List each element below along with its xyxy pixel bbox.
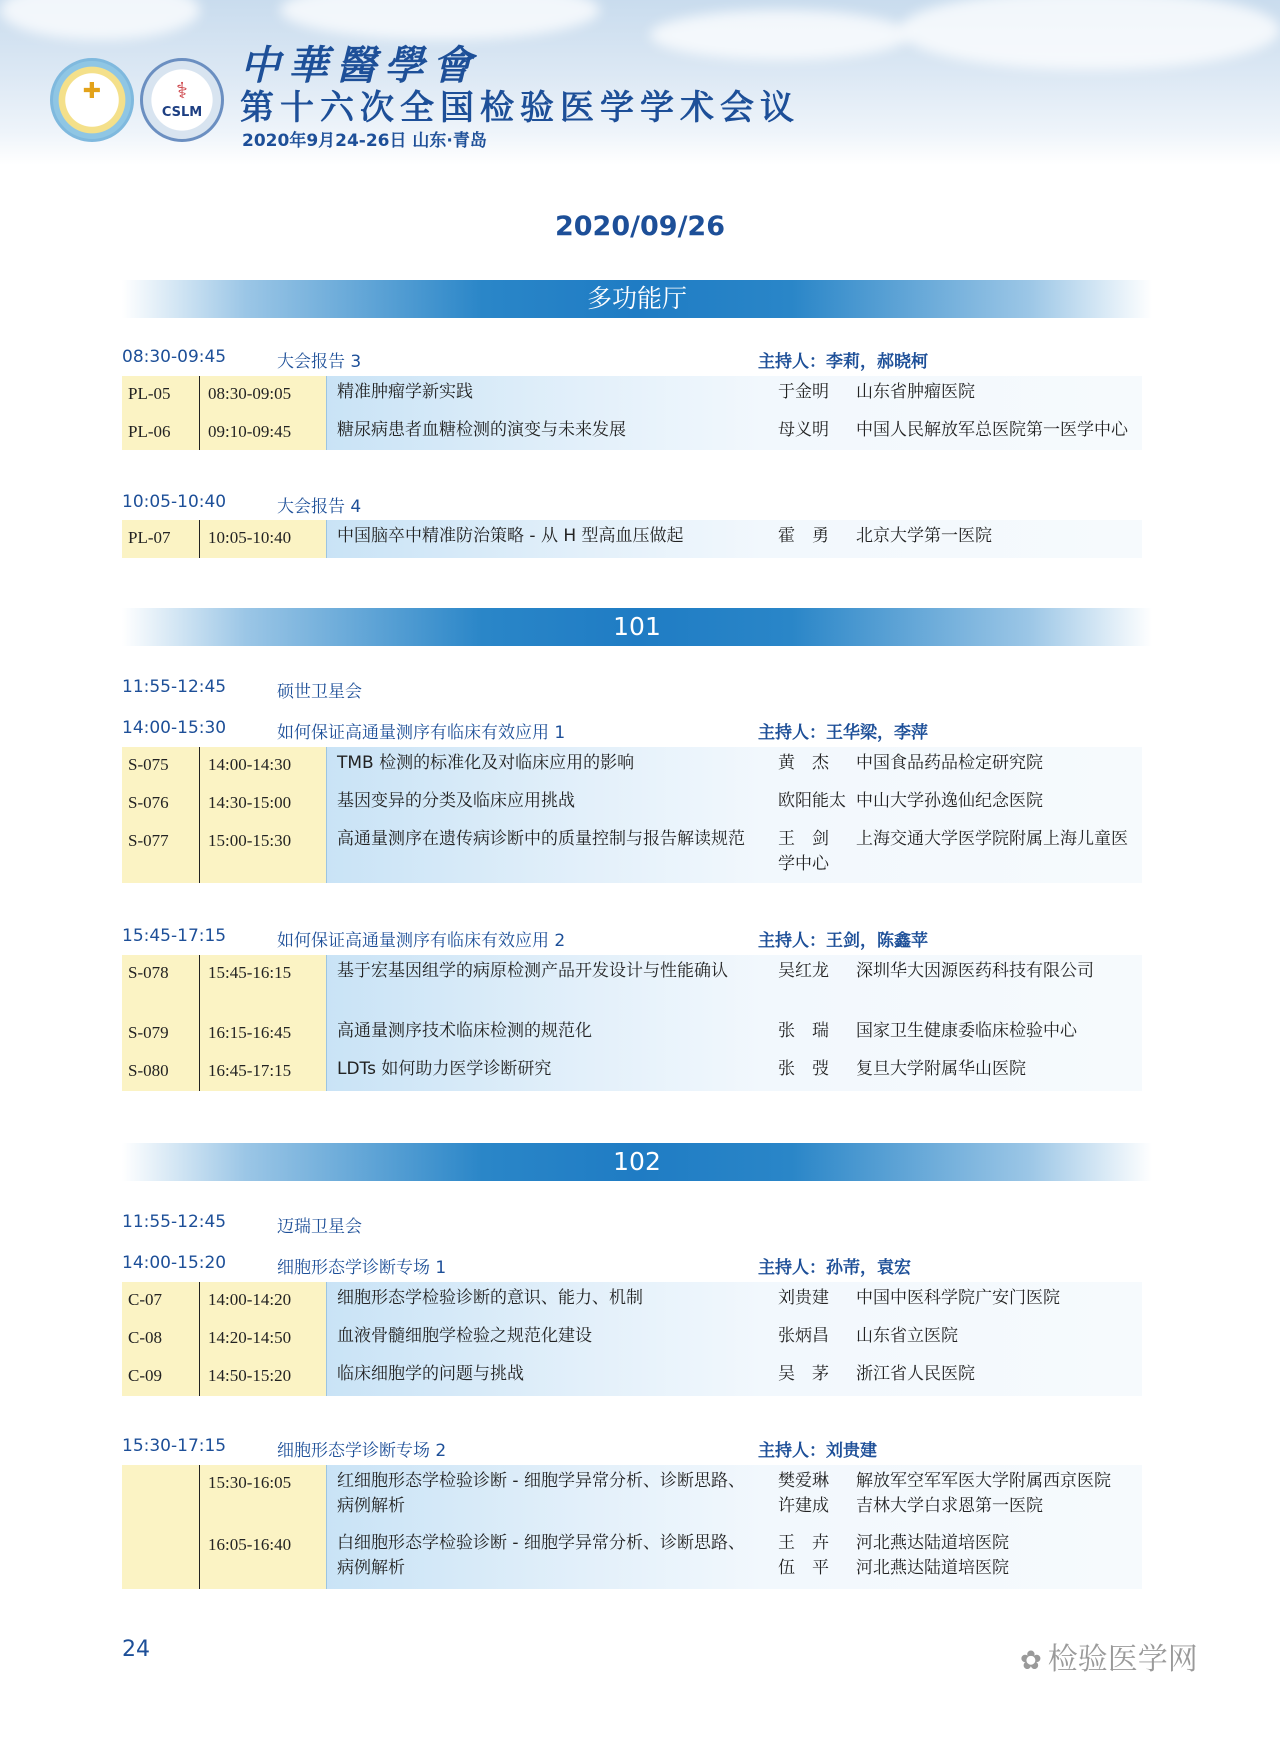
table-row xyxy=(122,376,1142,414)
talk-time: 16:45-17:15 xyxy=(200,1053,326,1091)
session-chair: 主持人：王华梁，李萍 xyxy=(758,723,928,743)
talk-speaker: 欧阳能太 中山大学孙逸仙纪念医院 xyxy=(766,785,1142,823)
session-header xyxy=(122,347,1142,371)
talk-time: 16:15-16:45 xyxy=(200,1015,326,1053)
hall-header-duogongneng: 多功能厅 xyxy=(122,280,1152,318)
session-name: 如何保证高通量测序有临床有效应用 2 xyxy=(277,931,566,951)
talk-code: C-08 xyxy=(122,1320,200,1358)
talk-time: 09:10-09:45 xyxy=(200,414,326,450)
session-name: 迈瑞卫星会 xyxy=(277,1217,362,1237)
session-time: 11:55-12:45 xyxy=(122,1212,227,1232)
talk-title: 基因变异的分类及临床应用挑战 xyxy=(326,785,766,823)
table-row xyxy=(122,1282,1142,1320)
table-row xyxy=(122,1465,1142,1527)
session-time: 10:05-10:40 xyxy=(122,492,227,512)
cloud-decoration xyxy=(0,0,200,40)
organization-name: 中華醫學會 xyxy=(240,42,480,89)
talk-title: TMB 检测的标准化及对临床应用的影响 xyxy=(326,747,766,785)
session-header xyxy=(122,492,1142,516)
talk-time: 14:00-14:30 xyxy=(200,747,326,785)
table-row xyxy=(122,520,1142,558)
talk-time: 14:50-15:20 xyxy=(200,1358,326,1396)
session-name: 如何保证高通量测序有临床有效应用 1 xyxy=(277,723,566,743)
table-row xyxy=(122,414,1142,450)
session-time: 14:00-15:20 xyxy=(122,1253,227,1273)
talk-code: C-07 xyxy=(122,1282,200,1320)
talk-code xyxy=(122,1527,200,1589)
session-name: 大会报告 4 xyxy=(277,497,362,517)
talk-code: S-080 xyxy=(122,1053,200,1091)
session-time: 08:30-09:45 xyxy=(122,347,227,367)
table-row xyxy=(122,785,1142,823)
talk-speaker: 霍 勇 北京大学第一医院 xyxy=(766,520,1142,558)
talk-code: S-077 xyxy=(122,823,200,883)
watermark: ✿ 检验医学网 xyxy=(1020,1642,1198,1677)
talk-time: 14:30-15:00 xyxy=(200,785,326,823)
talk-speaker: 吴 茅 浙江省人民医院 xyxy=(766,1358,1142,1396)
talk-code: PL-07 xyxy=(122,520,200,558)
table-row xyxy=(122,1320,1142,1358)
page-date-title: 2020/09/26 xyxy=(554,211,725,242)
talk-code: C-09 xyxy=(122,1358,200,1396)
talk-code: S-075 xyxy=(122,747,200,785)
session-header xyxy=(122,677,1142,701)
talk-speaker: 王 剑 上海交通大学医学院附属上海儿童医学中心 xyxy=(766,823,1142,883)
talk-title: 血液骨髓细胞学检验之规范化建设 xyxy=(326,1320,766,1358)
table-row xyxy=(122,1358,1142,1396)
session-chair: 主持人：王剑，陈鑫苹 xyxy=(758,931,928,951)
talk-title: LDTs 如何助力医学诊断研究 xyxy=(326,1053,766,1091)
conference-title: 第十六次全国检验医学学术会议 xyxy=(240,88,800,128)
session-header xyxy=(122,718,1142,742)
table-row xyxy=(122,1053,1142,1091)
talk-speakers: 王 卉 河北燕达陆道培医院 伍 平 河北燕达陆道培医院 xyxy=(766,1527,1142,1589)
talk-speaker: 黄 杰 中国食品药品检定研究院 xyxy=(766,747,1142,785)
talk-speakers: 樊爱琳 解放军空军军医大学附属西京医院 许建成 吉林大学白求恩第一医院 xyxy=(766,1465,1142,1527)
session-name: 硕世卫星会 xyxy=(277,682,362,702)
table-row xyxy=(122,823,1142,883)
table-row xyxy=(122,1015,1142,1053)
talk-time: 15:30-16:05 xyxy=(200,1465,326,1527)
hall-header-101: 101 xyxy=(122,608,1152,646)
wechat-icon: ✿ xyxy=(1020,1646,1042,1676)
cloud-decoration xyxy=(650,10,910,60)
table-row xyxy=(122,747,1142,785)
talk-title: 基于宏基因组学的病原检测产品开发设计与性能确认 xyxy=(326,955,766,1015)
session-time: 15:45-17:15 xyxy=(122,926,227,946)
talk-time: 14:20-14:50 xyxy=(200,1320,326,1358)
session-header xyxy=(122,926,1142,950)
talk-code xyxy=(122,1465,200,1527)
session-name: 细胞形态学诊断专场 1 xyxy=(277,1258,447,1278)
talk-time: 15:45-16:15 xyxy=(200,955,326,1015)
talk-speaker: 张炳昌 山东省立医院 xyxy=(766,1320,1142,1358)
hall-header-102: 102 xyxy=(122,1143,1152,1181)
cslm-logo-icon: ⚕ CSLM xyxy=(140,58,224,142)
talk-title: 白细胞形态学检验诊断 - 细胞学异常分析、诊断思路、病例解析 xyxy=(326,1527,766,1589)
talk-time: 16:05-16:40 xyxy=(200,1527,326,1589)
talk-time: 08:30-09:05 xyxy=(200,376,326,414)
talk-code: PL-05 xyxy=(122,376,200,414)
talk-title: 精准肿瘤学新实践 xyxy=(326,376,766,414)
talk-title: 细胞形态学检验诊断的意识、能力、机制 xyxy=(326,1282,766,1320)
talk-time: 10:05-10:40 xyxy=(200,520,326,558)
conference-dates: 2020年9月24-26日 山东·青岛 xyxy=(242,131,487,151)
session-chair: 主持人：刘贵建 xyxy=(758,1441,877,1461)
talk-title: 红细胞形态学检验诊断 - 细胞学异常分析、诊断思路、病例解析 xyxy=(326,1465,766,1527)
session-name: 细胞形态学诊断专场 2 xyxy=(277,1441,447,1461)
cma-logo-icon: ✚ xyxy=(50,58,134,142)
talk-code: S-078 xyxy=(122,955,200,1015)
session-name: 大会报告 3 xyxy=(277,352,362,372)
session-header xyxy=(122,1212,1142,1236)
talk-title: 中国脑卒中精准防治策略 - 从 H 型高血压做起 xyxy=(326,520,766,558)
talk-title: 高通量测序技术临床检测的规范化 xyxy=(326,1015,766,1053)
talk-speaker: 吴红龙 深圳华大因源医药科技有限公司 xyxy=(766,955,1142,1015)
session-chair: 主持人：李莉，郝晓柯 xyxy=(758,352,928,372)
session-time: 11:55-12:45 xyxy=(122,677,227,697)
table-row xyxy=(122,1527,1142,1589)
talk-code: S-079 xyxy=(122,1015,200,1053)
session-header xyxy=(122,1253,1142,1277)
talk-speaker: 刘贵建 中国中医科学院广安门医院 xyxy=(766,1282,1142,1320)
page-number: 24 xyxy=(122,1637,150,1662)
talk-speaker: 张 瑞 国家卫生健康委临床检验中心 xyxy=(766,1015,1142,1053)
conference-banner xyxy=(0,0,1280,165)
talk-speaker: 母义明 中国人民解放军总医院第一医学中心 xyxy=(766,414,1142,450)
table-row xyxy=(122,955,1142,1015)
talk-time: 15:00-15:30 xyxy=(200,823,326,883)
talk-time: 14:00-14:20 xyxy=(200,1282,326,1320)
cloud-decoration xyxy=(900,0,1280,70)
talk-code: S-076 xyxy=(122,785,200,823)
talk-title: 糖尿病患者血糖检测的演变与未来发展 xyxy=(326,414,766,450)
talk-speaker: 于金明 山东省肿瘤医院 xyxy=(766,376,1142,414)
session-header xyxy=(122,1436,1142,1460)
talk-title: 高通量测序在遗传病诊断中的质量控制与报告解读规范 xyxy=(326,823,766,883)
session-time: 14:00-15:30 xyxy=(122,718,227,738)
talk-code: PL-06 xyxy=(122,414,200,450)
session-time: 15:30-17:15 xyxy=(122,1436,227,1456)
session-chair: 主持人：孙芾，袁宏 xyxy=(758,1258,911,1278)
talk-speaker: 张 弢 复旦大学附属华山医院 xyxy=(766,1053,1142,1091)
talk-title: 临床细胞学的问题与挑战 xyxy=(326,1358,766,1396)
